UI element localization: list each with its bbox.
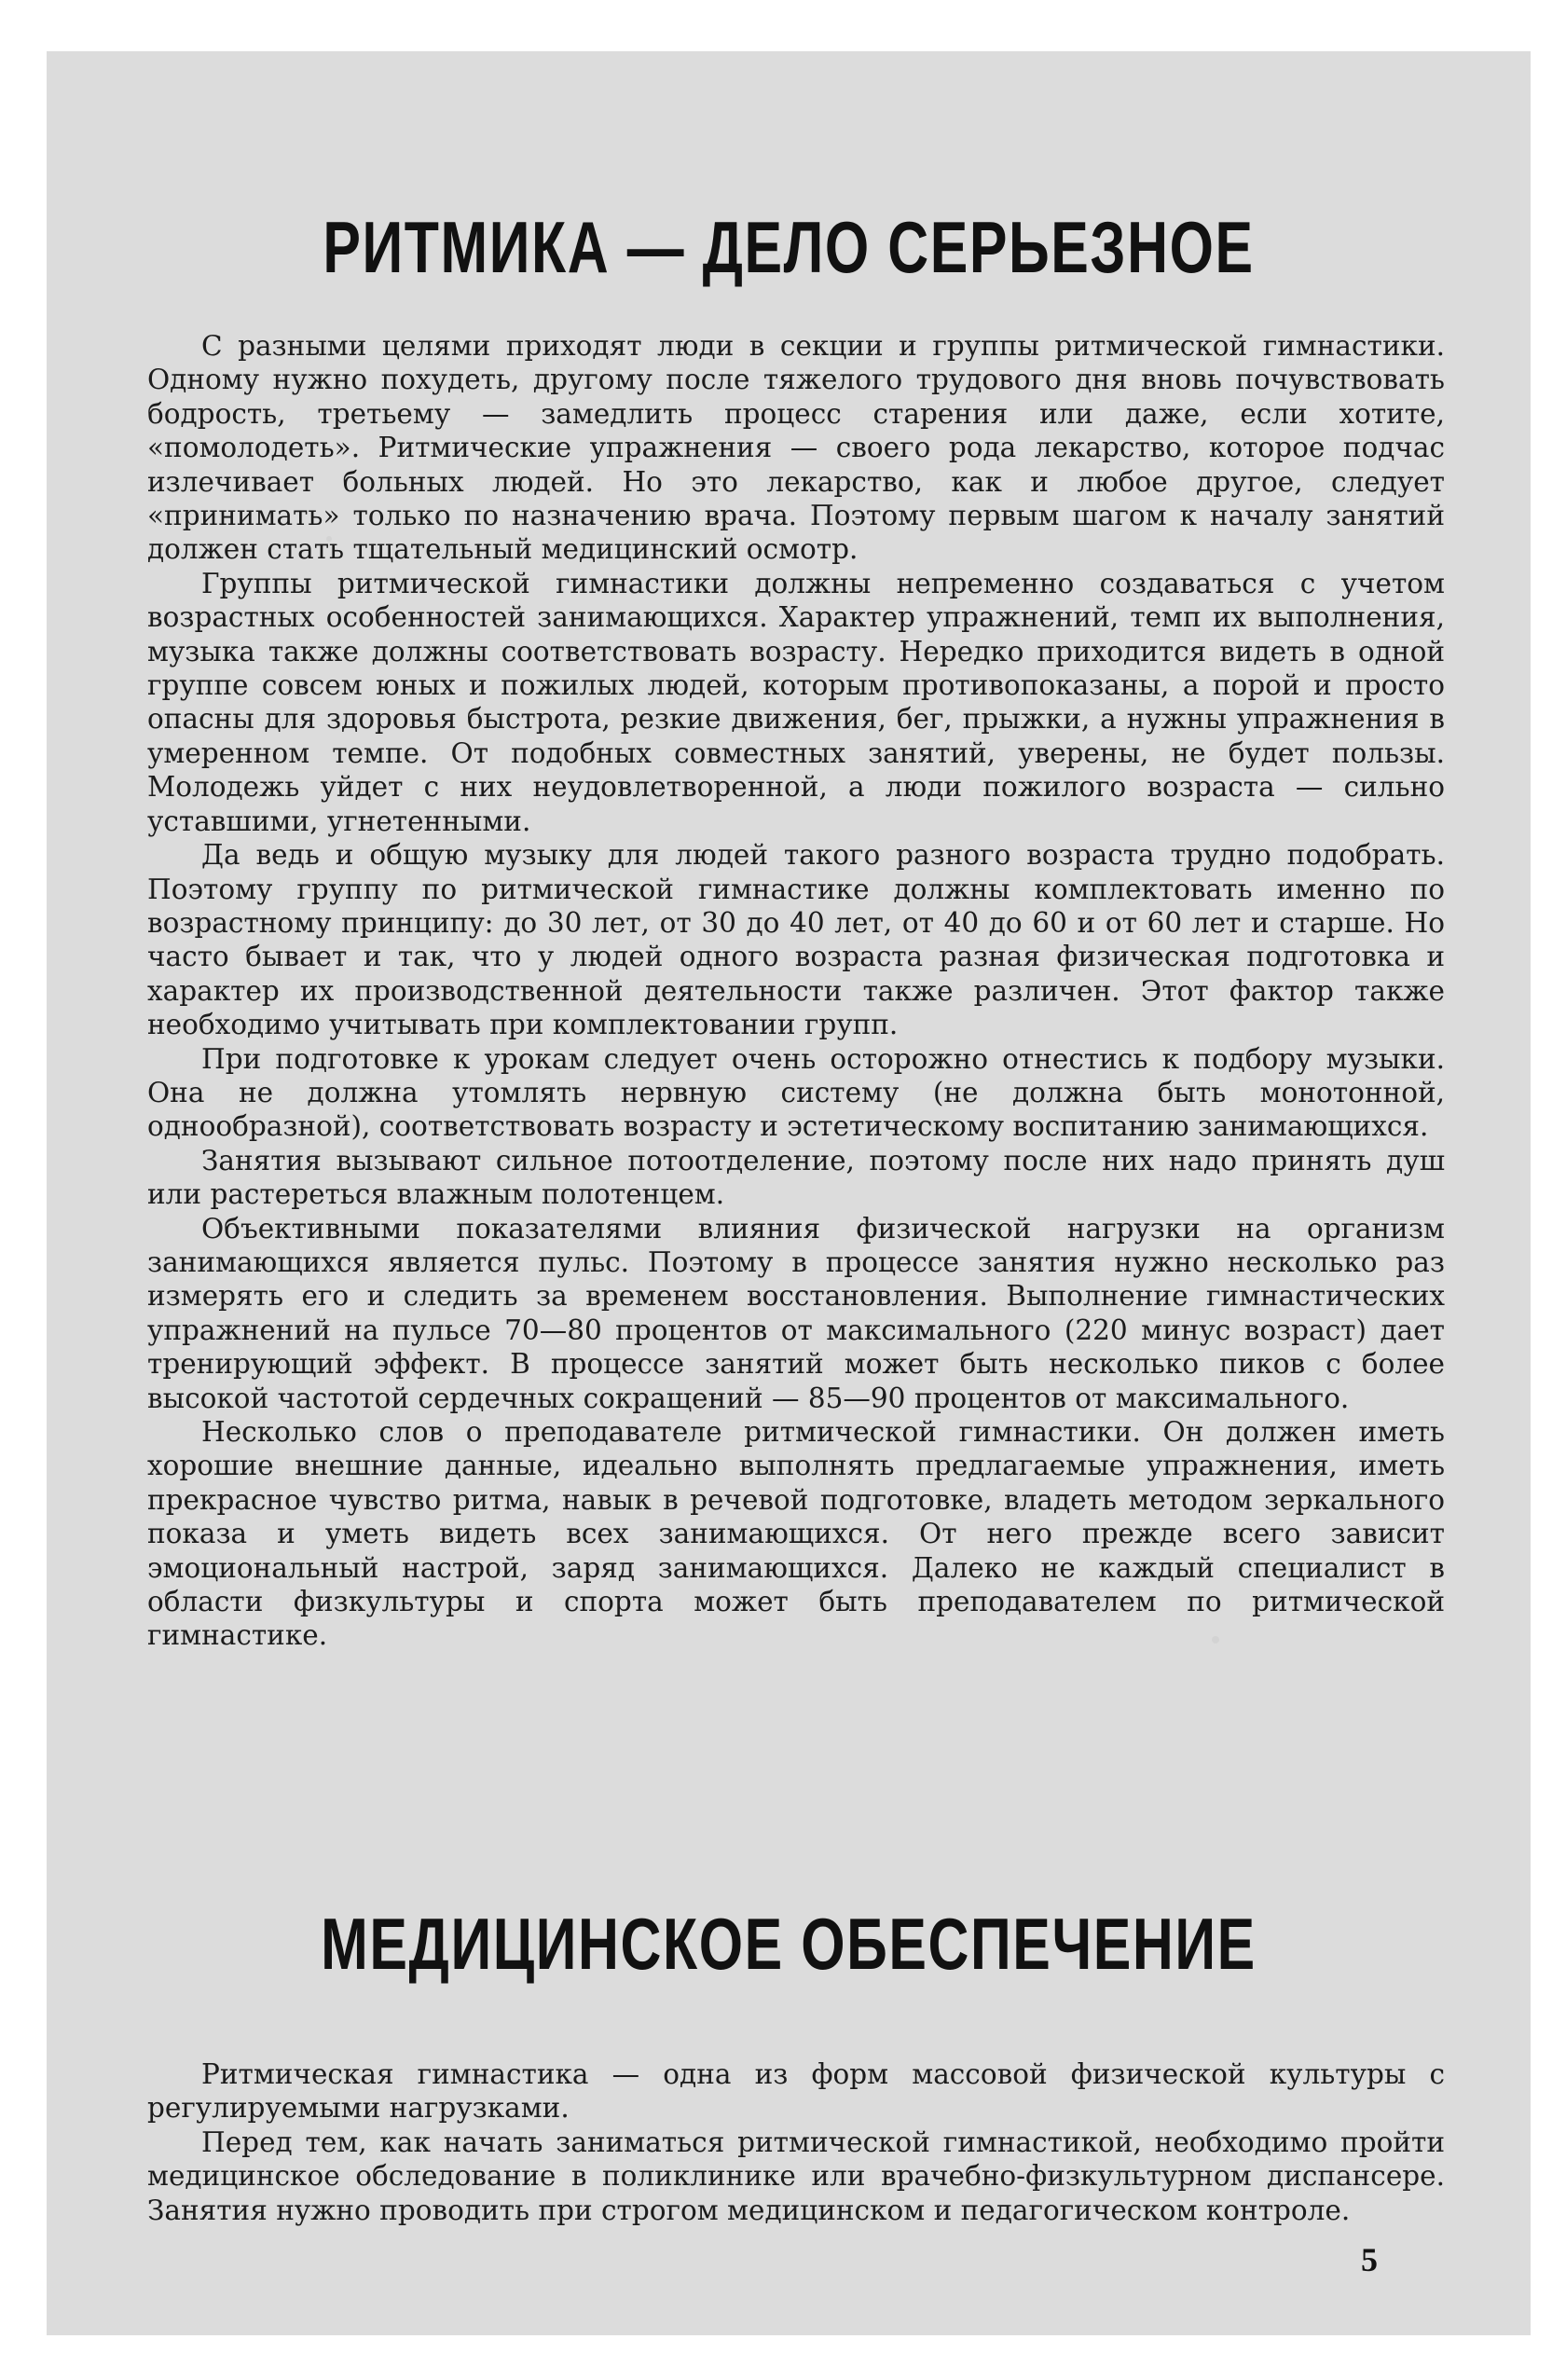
paragraph: При подготовке к урокам следует очень осторожно отнестись к подбору музыки. Она не должна утомлять нервную систему (не должна быть монотонной, однообразной), соответствовать возрасту и эстетическому воспитанию занимающихся. [147,1042,1445,1143]
paragraph: С разными целями приходят люди в секции и группы ритмической гимнастики. Одному нужно похудеть, другому после тяжелого трудового дня вновь почувствовать бодрость, третьему — замедлить процесс старения или даже, если хотите, «помолодеть». Ритмические упражнения — своего рода лекарство, которое подчас излечивает больных людей. Но это лекарство, как и любое другое, следует «принимать» только по назначению врача. Поэтому первым шагом к началу занятий должен стать тщательный медицинский осмотр. [147,330,1445,566]
paragraph: Да ведь и общую музыку для людей такого разного возраста трудно подобрать. Поэтому группу по ритмической гимнастике должны комплектовать именно по возрастному принципу: до 30 лет, от 30 до 40 лет, от 40 до 60 и от 60 лет и старше. Но часто бывает и так, что у людей одного возраста разная физическая подготовка и характер их производственной деятельности также различен. Этот фактор также необходимо учитывать при комплектовании групп. [147,839,1445,1041]
paragraph: Объективными показателями влияния физической нагрузки на организм занимающихся является пульс. Поэтому в процессе занятия нужно несколько раз измерять его и следить за временем восстановления. Выполнение гимнастических упражнений на пульсе 70—80 процентов от максимального (220 минус возраст) дает тренирующий эффект. В процессе занятий может быть несколько пиков с более высокой частотой сердечных сокращений — 85—90 процентов от максимального. [147,1212,1445,1414]
paragraph: Перед тем, как начать заниматься ритмической гимнастикой, необходимо пройти медицинское обследование в поликлинике или врачебно-физкультурном диспансере. Занятия нужно проводить при строгом медицинском и педагогическом контроле. [147,2125,1445,2226]
article-body-rhythmics [147,329,1445,1653]
page-number: 5 [1361,2241,1378,2278]
article-body-medical [147,2057,1445,2227]
paragraph: Занятия вызывают сильное потоотделение, поэтому после них надо принять душ или растереться влажным полотенцем. [147,1144,1445,1211]
paragraph: Группы ритмической гимнастики должны непременно создаваться с учетом возрастных особенностей занимающихся. Характер упражнений, темп их выполнения, музыка также должны соответствовать возрасту. Нередко приходится видеть в одной группе совсем юных и пожилых людей, которым противопоказаны, а порой и просто опасны для здоровья быстрота, резкие движения, бег, прыжки, а нужны упражнения в умеренном темпе. От подобных совместных занятий, уверены, не будет пользы. Молодежь уйдет с них неудовлетворенной, а люди пожилого возраста — сильно уставшими, угнетенными. [147,567,1445,837]
article-title-medical: МЕДИЦИНСКОЕ ОБЕСПЕЧЕНИЕ [321,1903,1257,1985]
paragraph: Несколько слов о преподавателе ритмической гимнастики. Он должен иметь хорошие внешние данные, идеально выполнять предлагаемые упражнения, иметь прекрасное чувство ритма, навык в речевой подготовке, владеть методом зеркального показа и уметь видеть всех занимающихся. От него прежде всего зависит эмоциональный настрой, заряд занимающихся. Далеко не каждый специалист в области физкультуры и спорта может быть преподавателем по ритмической гимнастике. [147,1416,1445,1652]
scanned-page [47,51,1531,2335]
paragraph: Ритмическая гимнастика — одна из форм массовой физической культуры с регулируемыми нагрузками. [147,2058,1445,2125]
article-title-rhythmics: РИТМИКА — ДЕЛО СЕРЬЕЗНОЕ [323,206,1255,288]
